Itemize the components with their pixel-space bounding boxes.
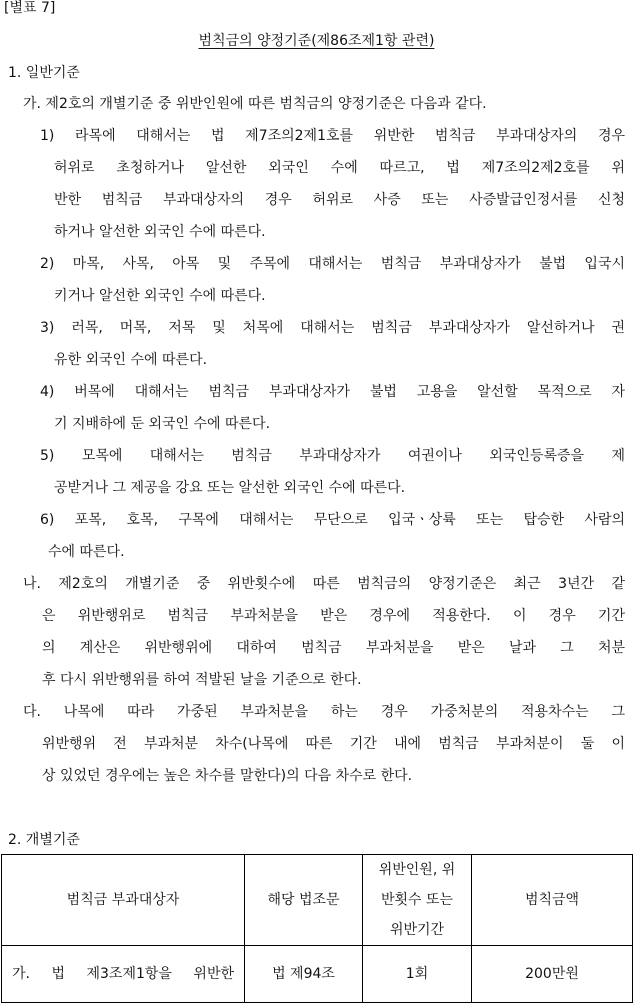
item-6-line-1: 6) 포목, 호목, 구목에 대해서는 무단으로 입국ㆍ상륙 또는 탑승한 사람의 [40, 512, 625, 528]
section1-heading: 1. 일반기준 [8, 65, 80, 81]
header-violation-count-line-3: 위반기간 [389, 922, 445, 938]
item-2-line-2: 키거나 알선한 외국인 수에 따른다. [54, 288, 266, 304]
para-da-line-2: 위반행위 전 부과처분 차수(나목에 따른 기간 내에 범칙금 부과처분이 둘 이 [42, 736, 625, 752]
annex-label: [별표 7] [4, 0, 56, 16]
page-title: 범칙금의 양정기준(제86조제1항 관련) [198, 33, 435, 49]
para-na-line-4: 후 다시 위반행위를 하여 적발된 날을 기준으로 한다. [42, 672, 362, 688]
item-1-line-4: 하거나 알선한 외국인 수에 따른다. [54, 224, 266, 240]
item-5-line-2: 공받거나 그 제공을 강요 또는 알선한 외국인 수에 따른다. [54, 480, 406, 496]
para-da-line-3: 상 있었던 경우에는 높은 차수를 말한다)의 다음 차수로 한다. [42, 768, 413, 784]
cell-article: 법 제94조 [245, 946, 363, 1003]
item-4-line-1: 4) 버목에 대해서는 범칙금 부과대상자가 불법 고용을 알선할 목적으로 자 [40, 384, 625, 400]
table-row [2, 946, 633, 1003]
para-na-line-3: 의 계산은 위반행위에 대하여 범칙금 부과처분을 받은 날과 그 처분 [42, 640, 625, 656]
para-da-line-1: 다. 나목에 따라 가중된 부과처분을 하는 경우 가중처분의 적용차수는 그 [23, 704, 625, 720]
item-6-line-2: 수에 따른다. [48, 544, 125, 560]
header-article: 해당 법조문 [245, 855, 363, 946]
header-violation-count-line-2: 반횟수 또는 [380, 892, 454, 908]
item-1-line-3: 반한 범칙금 부과대상자의 경우 허위로 사증 또는 사증발급인정서를 신청 [54, 192, 625, 208]
section2-heading: 2. 개별기준 [8, 832, 80, 848]
cell-subject: 가. 법 제3조제1항을 위반한 [2, 946, 245, 1003]
para-na-line-1: 나. 제2호의 개별기준 중 위반횟수에 따른 범칙금의 양정기준은 최근 3년간 같 [23, 576, 625, 592]
item-3-line-2: 유한 외국인 수에 따른다. [54, 352, 208, 368]
para-ga: 가. 제2호의 개별기준 중 위반인원에 따른 범칙금의 양정기준은 다음과 같다. [23, 96, 487, 112]
header-violation-count [363, 855, 472, 946]
item-1-line-2: 허위로 초청하거나 알선한 외국인 수에 따르고, 법 제7조의2제2호를 위 [54, 160, 625, 176]
item-5-line-1: 5) 모목에 대해서는 범칙금 부과대상자가 여권이나 외국인등록증을 제 [40, 448, 625, 464]
item-3-line-1: 3) 러목, 머목, 저목 및 처목에 대해서는 범칙금 부과대상자가 알선하거나 권 [40, 320, 625, 336]
item-4-line-2: 기 지배하에 둔 외국인 수에 따른다. [54, 416, 271, 432]
header-violation-count-line-1: 위반인원, 위 [378, 862, 456, 878]
header-subject: 범칙금 부과대상자 [2, 855, 245, 946]
table-header-row [2, 855, 633, 946]
header-fine-amount: 범칙금액 [472, 855, 633, 946]
cell-amount: 200만원 [472, 946, 633, 1003]
cell-count: 1회 [363, 946, 472, 1003]
item-1-line-1: 1) 라목에 대해서는 법 제7조의2제1호를 위반한 범칙금 부과대상자의 경우 [40, 128, 625, 144]
item-2-line-1: 2) 마목, 사목, 아목 및 주목에 대해서는 범칙금 부과대상자가 불법 입국시 [40, 256, 625, 272]
para-na-line-2: 은 위반행위로 범칙금 부과처분을 받은 경우에 적용한다. 이 경우 기간 [42, 608, 625, 624]
penalty-table [1, 854, 633, 1003]
